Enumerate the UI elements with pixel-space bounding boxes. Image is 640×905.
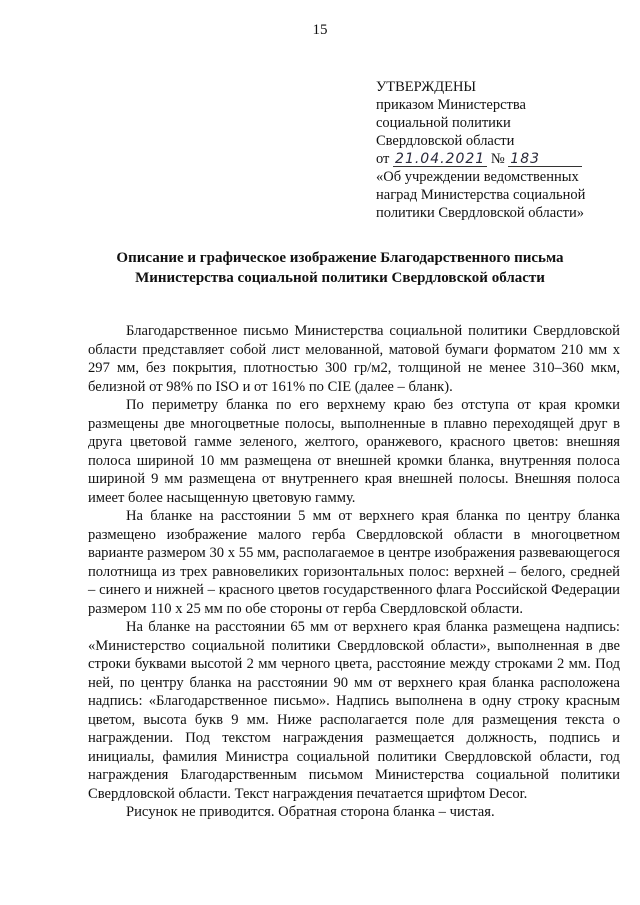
document-heading [60, 248, 620, 288]
paragraph: Благодарственное письмо Министерства социальной политики Свердловской области представляет собой лист мелованной, матовой бумаги форматом 210 мм х 297 мм, без покрытия, плотностью 300 гр/м2, толщиной не менее 310–360 мкм, белизной от 98% по ISO и от 161% по CIE (далее – бланк). [88, 323, 620, 395]
paragraph: На бланке на расстоянии 5 мм от верхнего края бланка по центру бланка размещено изображение малого герба Свердловской области в многоцветном варианте размером 30 х 55 мм, располагаемое в центре изображения развевающегося полотнища из трех равновеликих горизонтальных полос: верхней – белого, средней – синего и нижней – красного цветов государственного флага Российской Федерации размером 110 х 25 мм по обе стороны от герба Свердловской области. [88, 508, 620, 617]
approval-title: УТВЕРЖДЕНЫ [376, 79, 477, 95]
approval-date-line [376, 150, 616, 168]
paragraph: Рисунок не приводится. Обратная сторона бланка – чистая. [126, 804, 495, 820]
approval-block [376, 78, 616, 222]
page-number: 15 [312, 22, 328, 38]
approval-line-3: Свердловской области [376, 133, 515, 149]
heading-line-1: Описание и графическое изображение Благодарственного письма [116, 250, 564, 266]
number-field [508, 152, 582, 167]
approval-line-1: приказом Министерства [376, 97, 526, 113]
date-prefix: от [376, 151, 390, 167]
document-body [88, 322, 620, 822]
number-value: 183 [510, 151, 541, 167]
paragraph: На бланке на расстоянии 65 мм от верхнего края бланка размещена надпись: «Министерство социальной политики Свердловской области», выполненная в две строки буквами высотой 2 мм черного цвета, расстояние между строками 2 мм. Под ней, по центру бланка на расстоянии 90 мм от верхнего края бланка расположена надпись: «Благодарственное письмо». Надпись выполнена в одну строку красным цветом, высота букв 9 мм. Ниже располагается поле для размещения текста о награждении. Под текстом награждения размещается должность, подпись и инициалы, фамилия Министра социальной политики Свердловской области, год награждения Благодарственным письмом Министерства социальной политики Свердловской области. Текст награждения печатается шрифтом Decor. [88, 619, 620, 802]
heading-line-2: Министерства социальной политики Свердловской области [135, 270, 545, 286]
date-field [393, 152, 487, 167]
number-prefix: № [490, 151, 505, 167]
date-value: 21.04.2021 [395, 151, 486, 167]
approval-line-2: социальной политики [376, 115, 511, 131]
paragraph: По периметру бланка по его верхнему краю без отступа от края кромки размещены две многоцветные полосы, выполненные в плавно переходящей друг в друга цветовой гамме зеленого, желтого, оранжевого, красного цветов: внешняя полоса шириной 10 мм размещена от внешней кромки бланка, внутренняя полоса шириной 9 мм размещена от внутреннего края внешней полосы. Внешняя полоса имеет более насыщенную цветовую гамму. [88, 397, 620, 506]
approval-subject: «Об учреждении ведомственных наград Министерства социальной политики Свердловской области» [376, 169, 586, 221]
